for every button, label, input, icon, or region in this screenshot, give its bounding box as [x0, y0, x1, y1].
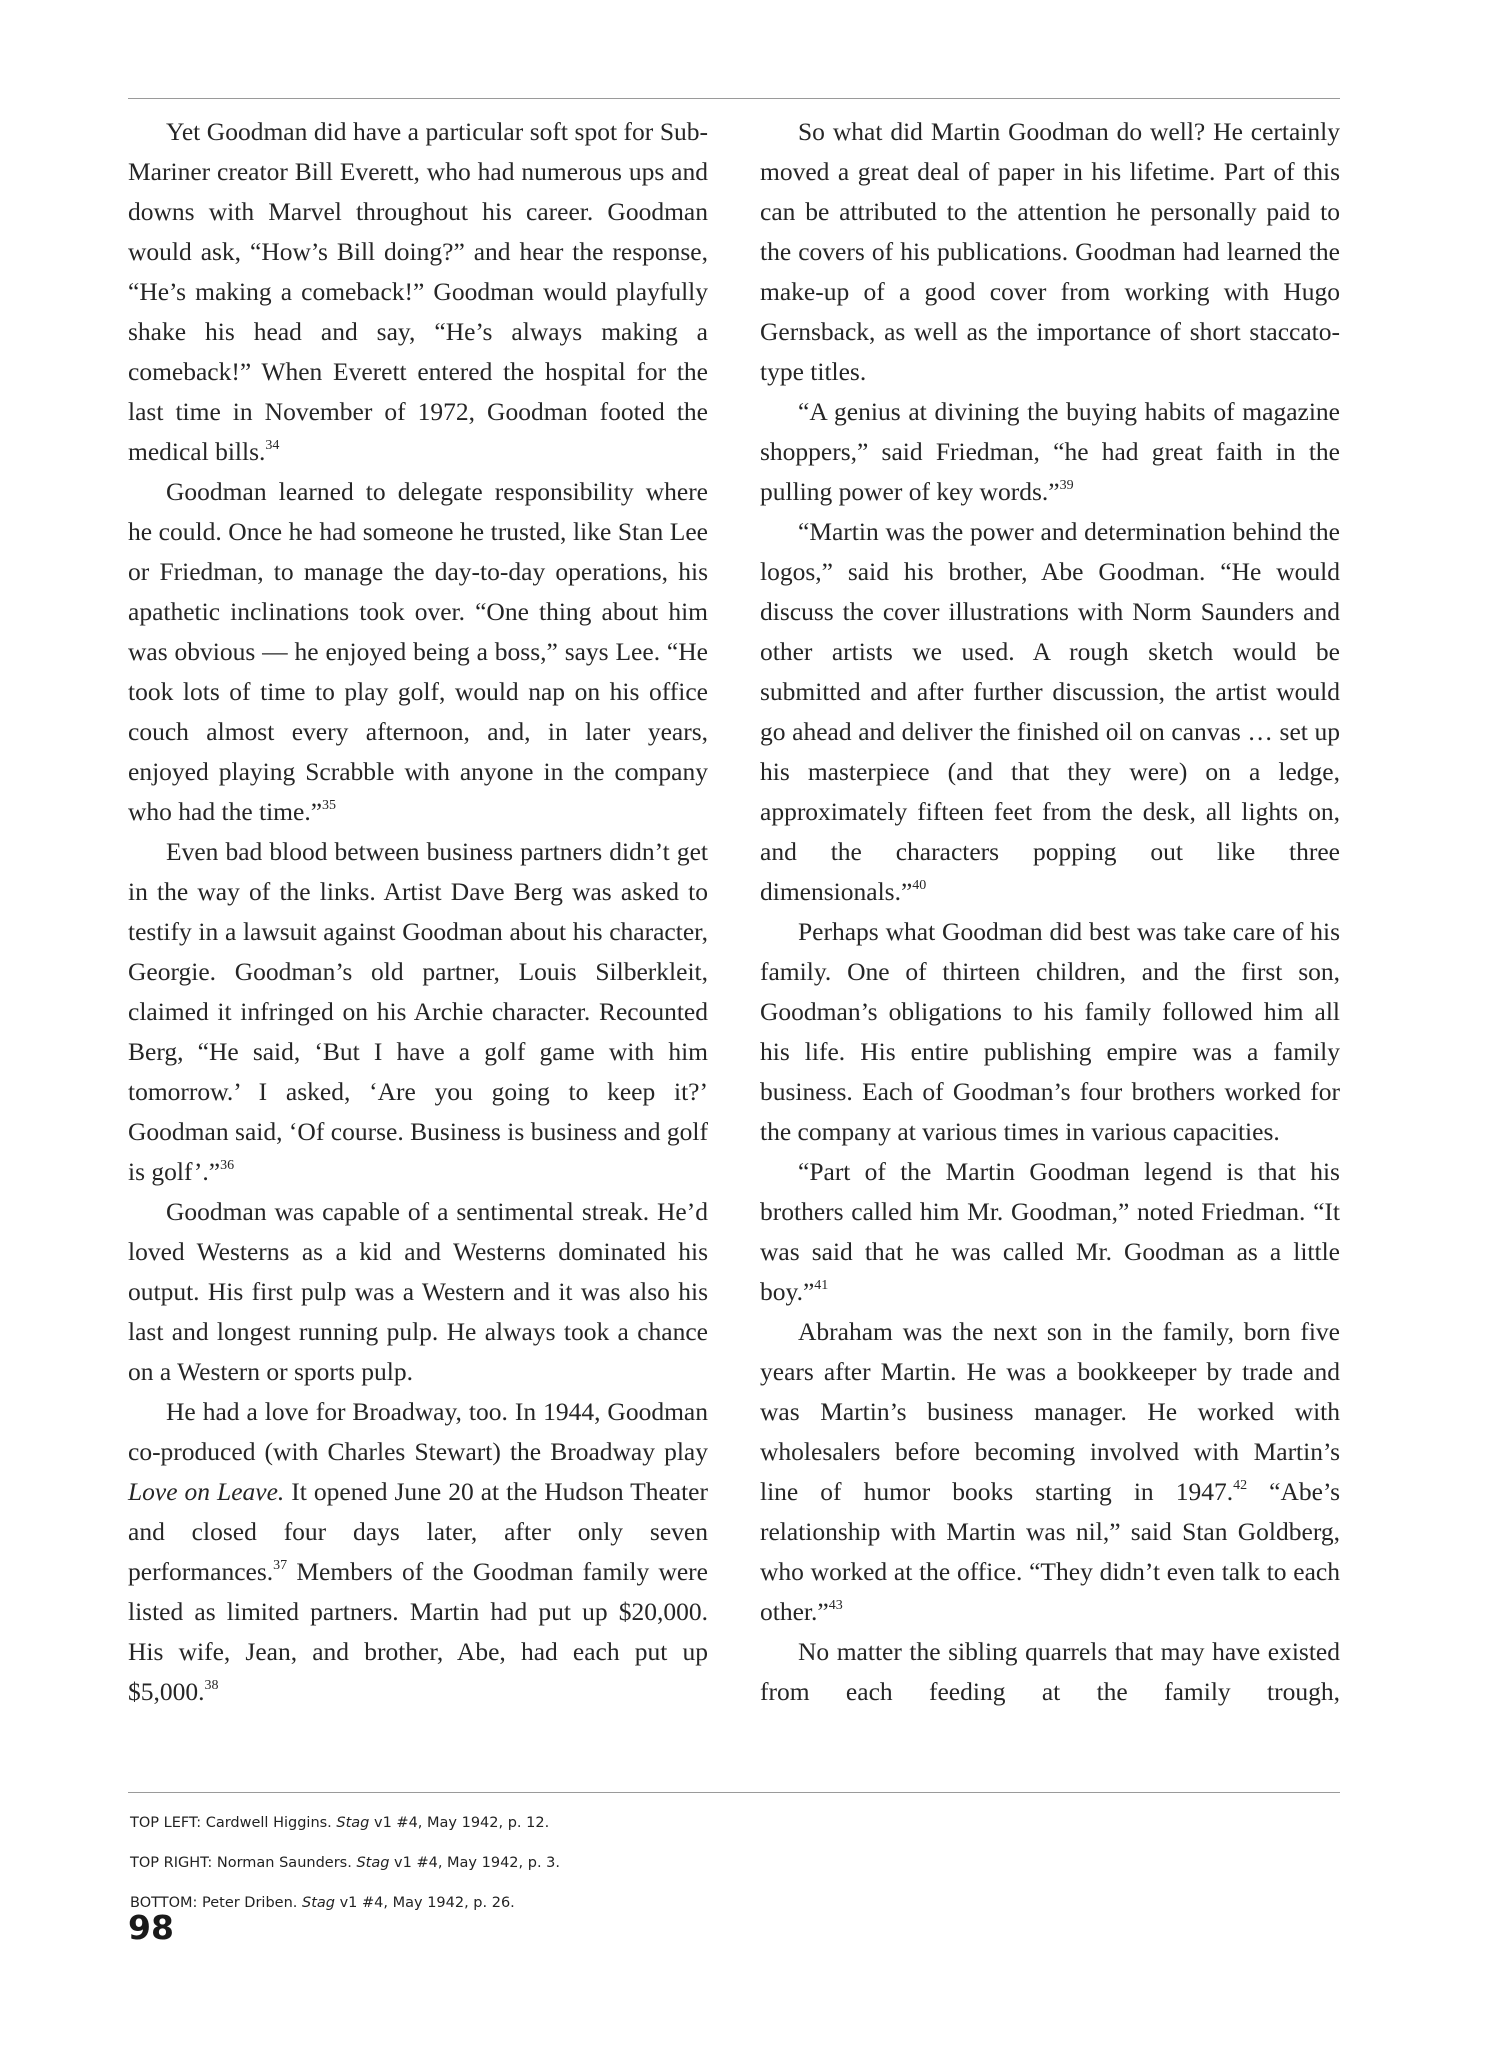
footnote-marker: 36: [220, 1157, 235, 1173]
paragraph-text: “Martin was the power and determination behind the logos,” said his brother, Abe Goodman. “He would discuss the cover illustrations with Norm Saunders and other artists we used. A rough sketch would be submitted and after further discussion, the artist would go ahead and deliver the finished oil on canvas … set up his masterpiece (and that they were) on a ledge, approximately fifteen feet from the desk, all lights on, and the characters popping out like three dimensionals.”: [760, 517, 1340, 906]
right-column: [760, 112, 1340, 1712]
paragraph: [760, 512, 1340, 912]
left-column: [128, 112, 708, 1712]
play-title: Love on Leave.: [128, 1477, 285, 1506]
paragraph-text: “Part of the Martin Goodman legend is that his brothers called him Mr. Goodman,” noted Friedman. “It was said that he was called Mr. Goodman as a little boy.”: [760, 1157, 1340, 1306]
paragraph: [128, 472, 708, 832]
caption-title: Stag: [302, 1895, 335, 1911]
paragraph-text: Even bad blood between business partners didn’t get in the way of the links. Artist Dave Berg was asked to testify in a lawsuit against Goodman about his character, Georgie. Goodman’s old partner, Louis Silberkleit, claimed it infringed on his Archie character. Recounted Berg, “He said, ‘But I have a golf game with him tomorrow.’ I asked, ‘Are you going to keep it?’ Goodman said, ‘Of course. Business is business and golf is golf’.”: [128, 837, 708, 1186]
top-rule: [128, 98, 1340, 99]
caption: [130, 1810, 1330, 1850]
paragraph-text: So what did Martin Goodman do well? He certainly moved a great deal of paper in his lifetime. Part of this can be attributed to the attention he personally paid to the covers of his publications. Goodman had learned the make-up of a good cover from working with Hugo Gernsback, as well as the importance of short staccato-type titles.: [760, 117, 1340, 386]
page-number: 98: [128, 1908, 174, 1947]
footnote-rule: [128, 1792, 1340, 1793]
footnote-marker: 38: [204, 1677, 219, 1693]
footnote-marker: 43: [828, 1597, 843, 1613]
footnote-marker: 37: [273, 1557, 288, 1573]
captions: [130, 1810, 1330, 1930]
paragraph: [760, 912, 1340, 1152]
caption-title: Stag: [336, 1815, 370, 1831]
caption-issue: v1 #4, May 1942, p. 12.: [369, 1815, 550, 1831]
caption-credit: TOP LEFT: Cardwell Higgins.: [130, 1815, 337, 1831]
paragraph: [760, 1632, 1340, 1712]
footnote-marker: 34: [265, 437, 280, 453]
paragraph: [128, 832, 708, 1192]
paragraph-text: Perhaps what Goodman did best was take care of his family. One of thirteen children, and the first son, Goodman’s obligations to his family followed him all his life. His entire publishing empire was a family business. Each of Goodman’s four brothers worked for the company at various times in various capacities.: [760, 917, 1340, 1146]
footnote-marker: 39: [1059, 477, 1074, 493]
paragraph: [760, 1312, 1340, 1632]
paragraph-text: It opened June 20 at the Hudson Theater and closed four days later, after only seven performances.: [128, 1477, 708, 1586]
paragraph-text: Goodman learned to delegate responsibility where he could. Once he had someone he trusted, like Stan Lee or Friedman, to manage the day-to-day operations, his apathetic inclinations took over. “One thing about him was obvious — he enjoyed being a boss,” says Lee. “He took lots of time to play golf, would nap on his office couch almost every afternoon, and, in later years, enjoyed playing Scrabble with anyone in the company who had the time.”: [128, 477, 708, 826]
paragraph-text: No matter the sibling quarrels that may have existed from each feeding at the family trough,: [760, 1637, 1340, 1706]
paragraph: [128, 1392, 708, 1712]
caption-credit: TOP RIGHT: Norman Saunders.: [130, 1855, 357, 1871]
paragraph: [760, 392, 1340, 512]
caption: [130, 1850, 1330, 1890]
footnote-marker: 42: [1233, 1477, 1248, 1493]
paragraph: [760, 112, 1340, 392]
paragraph-text: “Abe’s relationship with Martin was nil,” said Stan Goldberg, who worked at the office. “They didn’t even talk to each other.”: [760, 1477, 1340, 1626]
paragraph: [128, 1192, 708, 1392]
paragraph-text: Yet Goodman did have a particular soft spot for Sub-Mariner creator Bill Everett, who had numerous ups and downs with Marvel throughout his career. Goodman would ask, “How’s Bill doing?” and hear the response, “He’s making a comeback!” Goodman would playfully shake his head and say, “He’s always making a comeback!” When Everett entered the hospital for the last time in November of 1972, Goodman footed the medical bills.: [128, 117, 708, 466]
paragraph-text: Goodman was capable of a sentimental streak. He’d loved Westerns as a kid and Westerns dominated his output. His first pulp was a Western and it was also his last and longest running pulp. He always took a chance on a Western or sports pulp.: [128, 1197, 708, 1386]
footnote-marker: 40: [912, 877, 927, 893]
footnote-marker: 35: [322, 797, 337, 813]
caption-issue: v1 #4, May 1942, p. 26.: [334, 1895, 515, 1911]
paragraph-text: He had a love for Broadway, too. In 1944, Goodman co-produced (with Charles Stewart) the Broadway play: [128, 1397, 708, 1466]
caption: [130, 1890, 1330, 1930]
caption-title: Stag: [356, 1855, 390, 1871]
footnote-marker: 41: [814, 1277, 829, 1293]
paragraph-text: Abraham was the next son in the family, born five years after Martin. He was a bookkeeper by trade and was Martin’s business manager. He worked with wholesalers before becoming involved with Martin’s line of humor books starting in 1947.: [760, 1317, 1340, 1506]
caption-credit: BOTTOM: Peter Driben.: [130, 1895, 302, 1911]
paragraph-text: Members of the Goodman family were listed as limited partners. Martin had put up $20,000. His wife, Jean, and brother, Abe, had each put up $5,000.: [128, 1557, 708, 1706]
paragraph: [760, 1152, 1340, 1312]
paragraph-text: “A genius at divining the buying habits of magazine shoppers,” said Friedman, “he had great faith in the pulling power of key words.”: [760, 397, 1340, 506]
caption-issue: v1 #4, May 1942, p. 3.: [389, 1855, 561, 1871]
paragraph: [128, 112, 708, 472]
